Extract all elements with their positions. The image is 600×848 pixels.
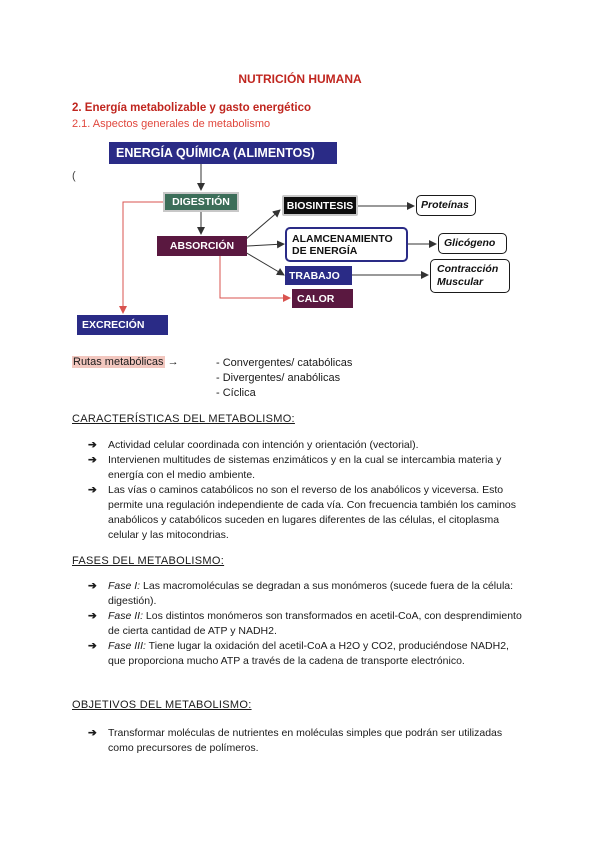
- arrow-bullet-icon: ➔: [88, 484, 97, 496]
- glicogeno-box: Glicógeno: [438, 233, 507, 254]
- rutas-item: - Divergentes/ anabólicas: [216, 372, 341, 384]
- contraccion-line2: Muscular: [437, 276, 484, 288]
- energia-quimica-box: ENERGÍA QUÍMICA (ALIMENTOS): [109, 142, 337, 164]
- list-item: ➔ Intervienen multitudes de sistemas enzimáticos y en la cual se intercambia materia y energía con el medio ambiente.: [88, 454, 502, 481]
- caracteristicas-list: [88, 438, 528, 543]
- biosintesis-box: BIOSINTESIS: [282, 195, 358, 216]
- fases-heading: FASES DEL METABOLISMO:: [72, 555, 225, 567]
- metabolism-diagram: [0, 0, 600, 348]
- arrow-bullet-icon: ➔: [88, 610, 97, 622]
- section-heading: 2. Energía metabolizable y gasto energético: [72, 102, 312, 114]
- rutas-item: - Convergentes/ catabólicas: [216, 357, 353, 369]
- fase-label: Fase III:: [108, 640, 146, 652]
- contraccion-line1: Contracción: [437, 263, 499, 275]
- arrow-absorcion-trabajo: [245, 252, 284, 275]
- rutas-arrow: →: [167, 356, 179, 368]
- objetivos-list: [88, 726, 528, 756]
- arrow-bullet-icon: ➔: [88, 580, 97, 592]
- arrow-bullet-icon: ➔: [88, 439, 97, 451]
- digestion-box: DIGESTIÓN: [163, 192, 239, 212]
- rutas-row: [72, 356, 179, 368]
- list-item: ➔ Actividad celular coordinada con intención y orientación (vectorial).: [88, 439, 419, 451]
- arrow-absorcion-calor: [220, 256, 290, 298]
- trabajo-box: TRABAJO: [285, 266, 352, 285]
- almacenamiento-line1: ALAMCENAMIENTO: [292, 232, 393, 245]
- rutas-label: Rutas metabólicas: [73, 356, 164, 368]
- excrecion-box: EXCRECIÓN: [77, 315, 168, 335]
- list-item: ➔ Fase II: Los distintos monómeros son transformados en acetil-CoA, con desprendimiento de cierta cantidad de ATP y NADH2.: [88, 610, 522, 637]
- stray-character: (: [72, 170, 76, 182]
- list-item: ➔ Las vías o caminos catabólicos no son el reverso de los anabólicos y viceversa. Esto permite una regulación independiente de cada vía. Con frecuencia también los caminos anabólicos y catabólicos suceden en lugares diferentes de las células, el citoplasma celular y las mitocondrias.: [88, 484, 517, 541]
- fase-label: Fase I:: [108, 580, 141, 592]
- proteinas-box: Proteínas: [416, 195, 476, 216]
- objetivos-heading: OBJETIVOS DEL METABOLISMO:: [72, 699, 252, 711]
- list-item: ➔ Fase I: Las macromoléculas se degradan a sus monómeros (sucede fuera de la célula: digestión).: [88, 580, 514, 607]
- arrow-bullet-icon: ➔: [88, 454, 97, 466]
- almacenamiento-line2: DE ENERGÍA: [292, 244, 358, 257]
- subsection-heading: 2.1. Aspectos generales de metabolismo: [72, 118, 271, 130]
- contraccion-box: [430, 259, 510, 293]
- caracteristicas-heading: CARACTERÍSTICAS DEL METABOLISMO:: [72, 413, 295, 425]
- almacenamiento-box: [285, 227, 408, 262]
- fases-list: [88, 579, 528, 669]
- rutas-list: [216, 356, 352, 401]
- fase-label: Fase II:: [108, 610, 144, 622]
- arrow-bullet-icon: ➔: [88, 727, 97, 739]
- document-title: NUTRICIÓN HUMANA: [238, 72, 362, 86]
- arrow-absorcion-biosintesis: [245, 210, 280, 240]
- arrow-bullet-icon: ➔: [88, 640, 97, 652]
- list-item: ➔ Fase III: Tiene lugar la oxidación del acetil-CoA a H2O y CO2, produciéndose NADH2, que proporciona mucho ATP a través de la cadena de transporte electrónico.: [88, 640, 509, 667]
- arrow-absorcion-almacenamiento: [247, 244, 284, 246]
- absorcion-box: ABSORCIÓN: [157, 236, 247, 256]
- rutas-item: - Cíclica: [216, 387, 256, 399]
- arrow-digestion-excrecion: [123, 202, 163, 313]
- calor-box: CALOR: [292, 289, 353, 308]
- list-item: ➔ Transformar moléculas de nutrientes en moléculas simples que podrán ser utilizadas como precursores de polímeros.: [88, 727, 503, 754]
